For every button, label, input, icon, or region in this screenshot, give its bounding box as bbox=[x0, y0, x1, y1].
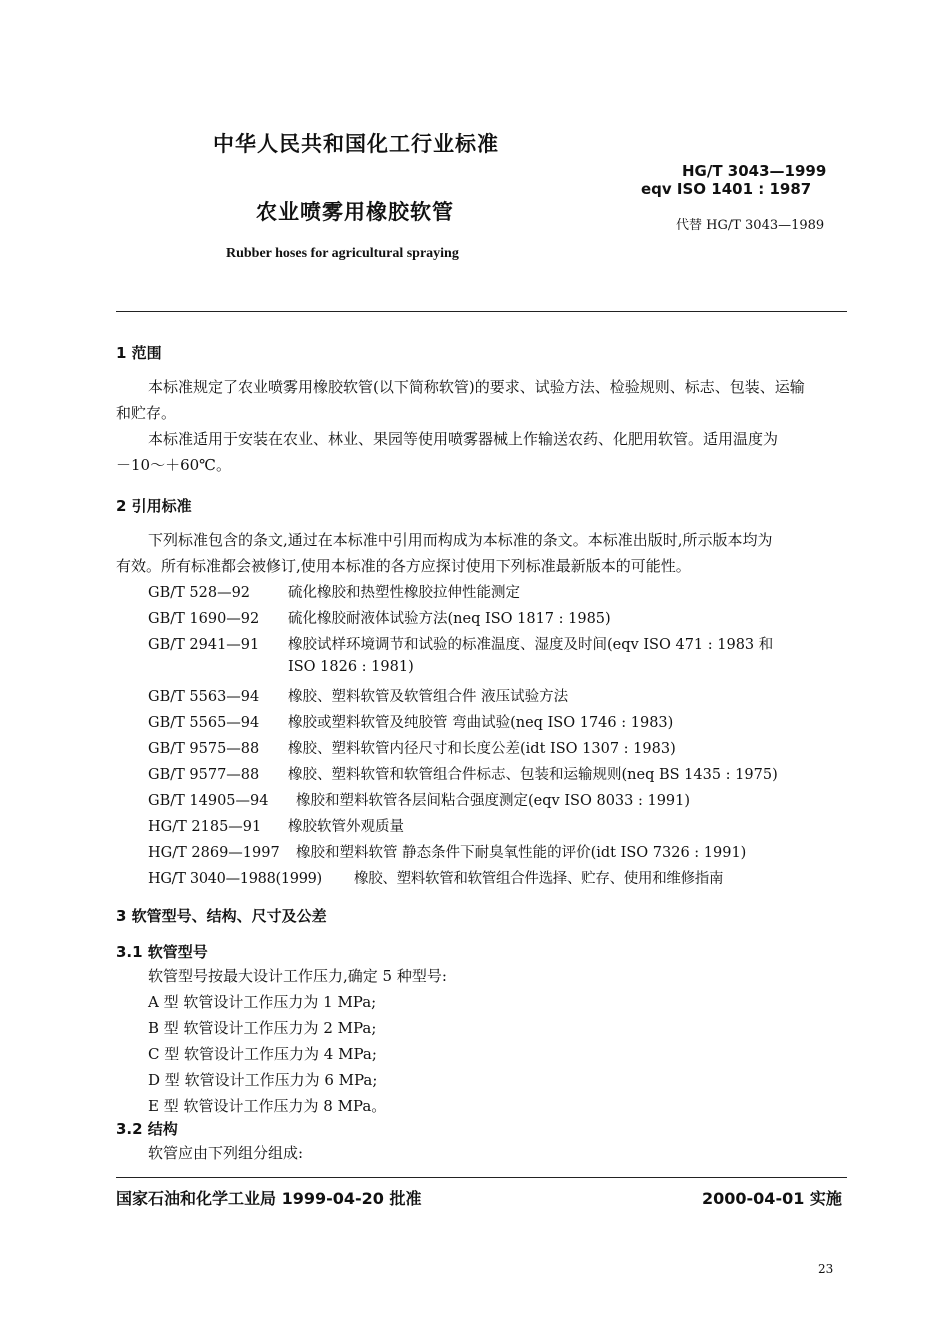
reference-item: HG/T 3040—1988(1999) 橡胶、塑料软管和软管组合件选择、贮存、使用和维修指南 bbox=[148, 871, 724, 887]
approval-line: 国家石油和化学工业局 1999-04-20 批准 bbox=[116, 1189, 422, 1208]
section-3-1-intro: 软管型号按最大设计工作压力,确定 5 种型号: bbox=[148, 967, 447, 985]
reference-item: HG/T 2869—1997 橡胶和塑料软管 静态条件下耐臭氧性能的评价(idt ISO 7326 : 1991) bbox=[148, 845, 747, 861]
standard-type: 中华人民共和国化工行业标准 bbox=[213, 132, 499, 156]
section-1-p1-line2: 和贮存。 bbox=[116, 404, 177, 422]
section-1-p1-line1: 本标准规定了农业喷雾用橡胶软管(以下简称软管)的要求、试验方法、检验规则、标志、包装、运输 bbox=[148, 378, 805, 396]
equivalent-standard: eqv ISO 1401 : 1987 bbox=[641, 180, 812, 198]
hose-type-item: C 型 软管设计工作压力为 4 MPa; bbox=[148, 1045, 377, 1063]
section-3-heading: 3 软管型号、结构、尺寸及公差 bbox=[116, 907, 327, 925]
hose-type-item: A 型 软管设计工作压力为 1 MPa; bbox=[148, 993, 377, 1011]
reference-item: GB/T 14905—94 橡胶和塑料软管各层间粘合强度测定(eqv ISO 8033 : 1991) bbox=[148, 793, 691, 809]
section-3-2-heading: 3.2 结构 bbox=[116, 1120, 178, 1138]
reference-item: GB/T 9577—88 橡胶、塑料软管和软管组合件标志、包装和运输规则(neq BS 1435 : 1975) bbox=[148, 767, 778, 783]
replaces-standard: 代替 HG/T 3043—1989 bbox=[676, 218, 825, 233]
page-number: 23 bbox=[818, 1262, 834, 1276]
section-2-heading: 2 引用标准 bbox=[116, 497, 192, 515]
reference-item: GB/T 528—92 硫化橡胶和热塑性橡胶拉伸性能测定 bbox=[148, 585, 520, 601]
reference-item: GB/T 5565—94 橡胶或塑料软管及纯胶管 弯曲试验(neq ISO 1746 : 1983) bbox=[148, 715, 674, 731]
reference-item: GB/T 5563—94 橡胶、塑料软管及软管组合件 液压试验方法 bbox=[148, 689, 569, 705]
title-cn: 农业喷雾用橡胶软管 bbox=[256, 200, 454, 224]
hose-type-item: B 型 软管设计工作压力为 2 MPa; bbox=[148, 1019, 377, 1037]
reference-item-continuation: ISO 1826 : 1981) bbox=[288, 659, 414, 675]
reference-item: HG/T 2185—91 橡胶软管外观质量 bbox=[148, 819, 404, 835]
standard-code: HG/T 3043—1999 bbox=[682, 162, 827, 180]
effective-date: 2000-04-01 实施 bbox=[702, 1189, 842, 1208]
hose-type-item: D 型 软管设计工作压力为 6 MPa; bbox=[148, 1071, 378, 1089]
section-3-2-text: 软管应由下列组分组成: bbox=[148, 1144, 304, 1162]
reference-item: GB/T 9575—88 橡胶、塑料软管内径尺寸和长度公差(idt ISO 1307 : 1983) bbox=[148, 741, 676, 757]
reference-item: GB/T 2941—91 橡胶试样环境调节和试验的标准温度、湿度及时间(eqv ISO 471 : 1983 和 bbox=[148, 637, 774, 653]
header-rule bbox=[116, 311, 847, 312]
section-1-p2-line2: －10～＋60℃。 bbox=[116, 456, 231, 474]
section-1-heading: 1 范围 bbox=[116, 344, 162, 362]
reference-item: GB/T 1690—92 硫化橡胶耐液体试验方法(neq ISO 1817 : 1985) bbox=[148, 611, 611, 627]
section-1-p2-line1: 本标准适用于安装在农业、林业、果园等使用喷雾器械上作输送农药、化肥用软管。适用温度为 bbox=[148, 430, 779, 448]
title-en: Rubber hoses for agricultural spraying bbox=[226, 246, 459, 261]
section-2-intro-line1: 下列标准包含的条文,通过在本标准中引用而构成为本标准的条文。本标准出版时,所示版本均为 bbox=[148, 531, 773, 549]
hose-type-item: E 型 软管设计工作压力为 8 MPa。 bbox=[148, 1097, 387, 1115]
section-2-intro-line2: 有效。所有标准都会被修订,使用本标准的各方应探讨使用下列标准最新版本的可能性。 bbox=[116, 557, 691, 575]
section-3-1-heading: 3.1 软管型号 bbox=[116, 943, 208, 961]
footer-rule bbox=[116, 1177, 847, 1178]
